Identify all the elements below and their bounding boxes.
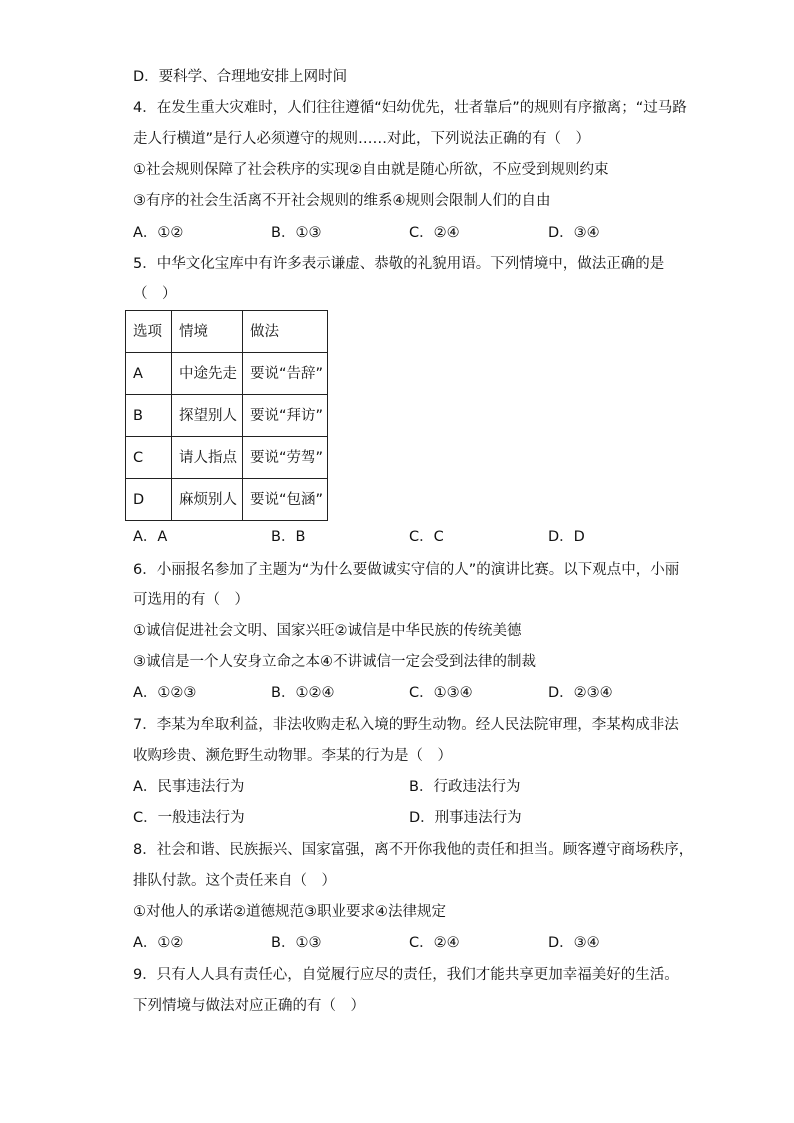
q4-statements-1: ①社会规则保障了社会秩序的实现②自由就是随心所欲，不应受到规则约束 xyxy=(133,162,609,178)
table-cell: 要说“劳驾” xyxy=(243,437,328,479)
q9-stem-1: 9．只有人人具有责任心，自觉履行应尽的责任，我们才能共享更加幸福美好的生活。 xyxy=(133,967,679,983)
q7-option-b: B．行政违法行为 xyxy=(409,779,521,795)
q8-option-a: A．①② xyxy=(133,935,184,951)
table-header-cell: 选项 xyxy=(126,311,172,353)
table-cell: 探望别人 xyxy=(172,395,243,437)
q6-statements-1: ①诚信促进社会文明、国家兴旺②诚信是中华民族的传统美德 xyxy=(133,623,522,639)
q4-option-d: D．③④ xyxy=(548,225,600,241)
q5-option-c: C．C xyxy=(409,529,444,545)
q5-option-b: B．B xyxy=(271,529,306,545)
q7-option-d: D．刑事违法行为 xyxy=(409,810,522,826)
q8-option-b: B．①③ xyxy=(271,935,322,951)
q9-stem-2: 下列情境与做法对应正确的有（ ） xyxy=(133,998,365,1014)
q5-stem-1: 5．中华文化宝库中有许多表示谦虚、恭敬的礼貌用语。下列情境中，做法正确的是 xyxy=(133,256,665,272)
q4-statements-2: ③有序的社会生活离不开社会规则的维系④规则会限制人们的自由 xyxy=(133,193,551,209)
q6-option-c: C．①③④ xyxy=(409,685,473,701)
q4-option-c: C．②④ xyxy=(409,225,460,241)
table-cell: D xyxy=(126,479,172,521)
table-cell: 麻烦别人 xyxy=(172,479,243,521)
q5-stem-2: （ ） xyxy=(133,286,177,302)
q7-stem-1: 7．李某为牟取利益，非法收购走私入境的野生动物。经人民法院审理，李某构成非法 xyxy=(133,717,679,733)
table-cell: 要说“告辞” xyxy=(243,353,328,395)
q5-option-a: A．A xyxy=(133,529,168,545)
q7-option-a: A．民事违法行为 xyxy=(133,779,245,795)
table-header-cell: 做法 xyxy=(243,311,328,353)
q6-option-a: A．①②③ xyxy=(133,685,197,701)
q4-stem-1: 4．在发生重大灾难时，人们往往遵循“妇幼优先，壮者靠后”的规则有序撤离；“过马路 xyxy=(133,100,687,116)
q6-stem-2: 可选用的有（ ） xyxy=(133,592,249,608)
table-header-cell: 情境 xyxy=(172,311,243,353)
line-d-option: D．要科学、合理地安排上网时间 xyxy=(133,69,348,85)
q4-option-a: A．①② xyxy=(133,225,184,241)
q8-option-c: C．②④ xyxy=(409,935,460,951)
q6-stem-1: 6．小丽报名参加了主题为“为什么要做诚实守信的人”的演讲比赛。以下观点中，小丽 xyxy=(133,562,680,578)
table-cell: 要说“包涵” xyxy=(243,479,328,521)
q6-option-d: D．②③④ xyxy=(548,685,613,701)
q6-option-b: B．①②④ xyxy=(271,685,335,701)
table-row xyxy=(126,353,328,395)
table-header-row xyxy=(126,311,328,353)
table-row xyxy=(126,479,328,521)
table-cell: 要说“拜访” xyxy=(243,395,328,437)
q8-option-d: D．③④ xyxy=(548,935,600,951)
table-cell: 请人指点 xyxy=(172,437,243,479)
q7-stem-2: 收购珍贵、濒危野生动物罪。李某的行为是（ ） xyxy=(133,748,452,764)
table-row xyxy=(126,395,328,437)
table-cell: 中途先走 xyxy=(172,353,243,395)
q8-statements: ①对他人的承诺②道德规范③职业要求④法律规定 xyxy=(133,904,446,920)
q7-option-c: C．一般违法行为 xyxy=(133,810,245,826)
q8-stem-2: 排队付款。这个责任来自（ ） xyxy=(133,873,336,889)
table-cell: C xyxy=(126,437,172,479)
table-row xyxy=(126,437,328,479)
q8-stem-1: 8．社会和谐、民族振兴、国家富强，离不开你我他的责任和担当。顾客遵守商场秩序， xyxy=(133,842,694,858)
q4-option-b: B．①③ xyxy=(271,225,322,241)
q5-table xyxy=(125,310,328,521)
table-cell: A xyxy=(126,353,172,395)
q6-statements-2: ③诚信是一个人安身立命之本④不讲诚信一定会受到法律的制裁 xyxy=(133,654,536,670)
q5-option-d: D．D xyxy=(548,529,585,545)
q4-stem-2: 走人行横道”是行人必须遵守的规则……对此，下列说法正确的有（ ） xyxy=(133,131,591,147)
table-cell: B xyxy=(126,395,172,437)
